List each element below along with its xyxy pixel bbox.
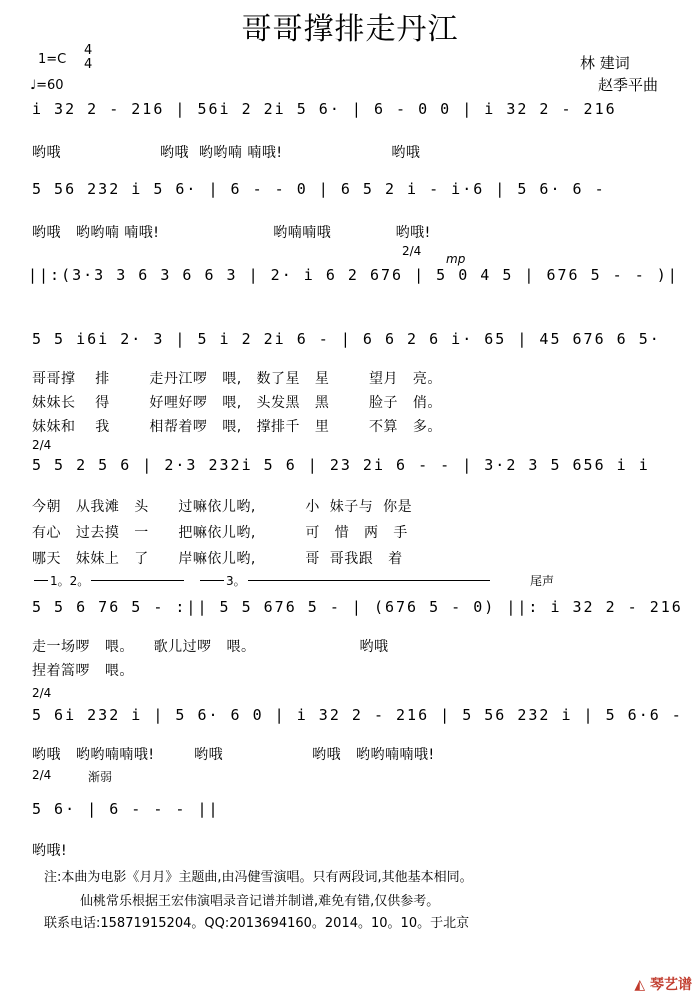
time-sig-change-4: 2/4 (32, 768, 52, 782)
score-row-7-notes: 5 6i 232 i | 5 6· 6 0 | i 32 2 - 216 | 5 56 232 i | 5 6·6 - (32, 706, 683, 724)
score-row-5-lyrics-verse-2: 有心 过去摸 一 把嘛依儿哟, 可 惜 两 手 (32, 525, 408, 541)
dim-marking: 渐弱 (88, 770, 113, 784)
score-row-6-lyrics-line-1: 走一场啰 喂。 歌儿过啰 喂。 哟哦 (32, 639, 389, 655)
footer-contact: 联系电话:15871915204。QQ:2013694160。2014。10。10。于北京 (44, 916, 470, 931)
score-row-5-notes: 5 5 2 5 6 | 2·3 232i 5 6 | 23 2i 6 - - | 3·2 3 5 656 i i (32, 456, 650, 474)
score-row-1-notes: i 32 2 - 216 | 56i 2 2i 5 6· | 6 - 0 0 | i 32 2 - 216 (32, 100, 617, 118)
tempo-marking: ♩=60 (30, 78, 64, 93)
time-sig-change: 2/4 (402, 244, 422, 258)
time-sig-bottom: 4 (84, 57, 93, 72)
score-row-6-notes: 5 5 6 76 5 - :|| 5 5 676 5 - | (676 5 - 0) ||: i 32 2 - 216 (32, 598, 683, 616)
coda-label: 尾声 (530, 574, 555, 588)
ending-1-label: 1。2。 (50, 574, 90, 588)
score-row-5-lyrics-verse-1: 今朝 从我滩 头 过嘛依儿哟, 小 妹子与 你是 (32, 499, 413, 515)
key-signature: 1=C (38, 52, 67, 67)
score-row-5-lyrics-verse-3: 哪天 妹妹上 了 岸嘛依儿哟, 哥 哥我跟 着 (32, 551, 403, 567)
logo-icon: ◭ (634, 977, 646, 993)
score-row-4-notes: 5 5 i6i 2· 3 | 5 i 2 2i 6 - | 6 6 2 6 i· 65 | 45 676 6 5· (32, 330, 661, 348)
score-row-3-notes: ||:(3·3 3 6 3 6 6 3 | 2· i 6 2 676 | 5 0 4 5 | 676 5 - - )| (28, 266, 679, 284)
score-row-2-lyrics: 哟哦 哟哟喃 喃哦! 哟喃喃哦 哟哦! (32, 225, 431, 241)
score-row-4-lyrics-verse-1: 哥哥撑 排 走丹江啰 喂, 数了星 星 望月 亮。 (32, 371, 442, 387)
score-row-6-lyrics-line-2: 捏着篙啰 喂。 (32, 663, 134, 679)
page-title: 哥哥撑排走丹江 (241, 12, 459, 47)
lyricist: 林 建词 (580, 54, 630, 72)
dynamic-mp: mp (446, 252, 466, 266)
site-logo (634, 974, 692, 994)
footer-note-line-1: 注:本曲为电影《月月》主题曲,由冯健雪演唱。只有两段词,其他基本相同。 (44, 870, 473, 885)
score-row-7-lyrics: 哟哦 哟哟喃喃哦! 哟哦 哟哦 哟哟喃喃哦! (32, 747, 435, 763)
ending-3-label: 3。 (226, 574, 246, 588)
composer: 赵季平曲 (598, 76, 659, 94)
time-sig-change-3: 2/4 (32, 686, 52, 700)
logo-text: 琴艺谱 (650, 977, 692, 993)
time-sig-change-2: 2/4 (32, 438, 52, 452)
score-row-8-notes: 5 6· | 6 - - - || (32, 800, 220, 818)
score-row-4-lyrics-verse-2: 妹妹长 得 好哩好啰 喂, 头发黑 黑 脸子 俏。 (32, 395, 442, 411)
time-sig-top: 4 (84, 43, 93, 58)
score-row-2-notes: 5 56 232 i 5 6· | 6 - - 0 | 6 5 2 i - i·6 | 5 6· 6 - (32, 180, 606, 198)
footer-note-line-2: 仙桃常乐根据王宏伟演唱录音记谱并制谱,难免有错,仅供参考。 (80, 894, 440, 909)
time-signature (84, 44, 92, 72)
score-row-8-lyrics: 哟哦! (32, 843, 68, 859)
score-row-4-lyrics-verse-3: 妹妹和 我 相帮着啰 喂, 撑排千 里 不算 多。 (32, 419, 442, 435)
score-row-1-lyrics: 哟哦 哟哦 哟哟喃 喃哦! 哟哦 (32, 145, 421, 161)
